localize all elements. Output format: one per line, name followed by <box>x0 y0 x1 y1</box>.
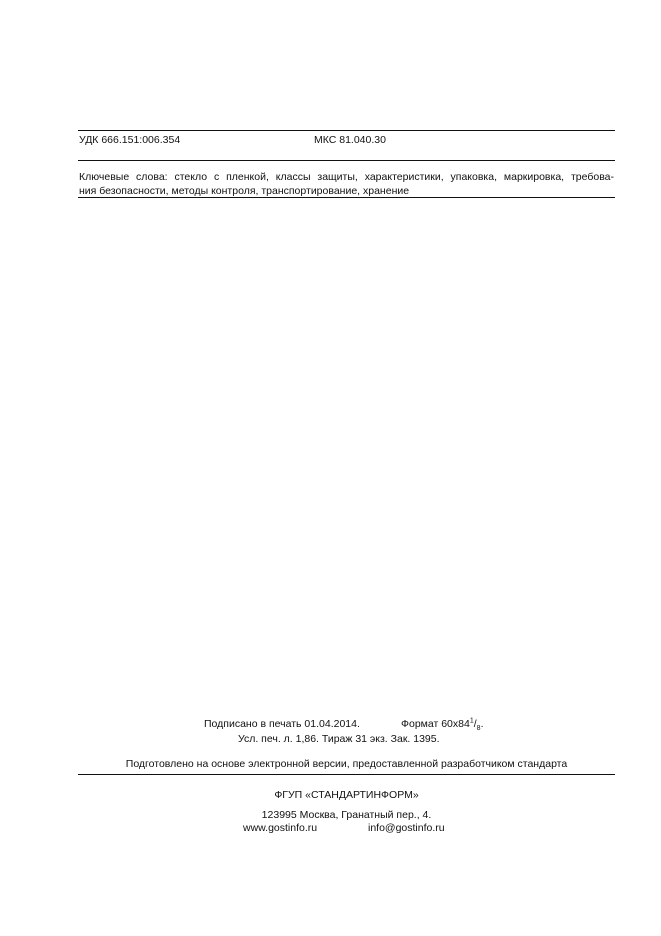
publisher-address: 123995 Москва, Гранатный пер., 4. <box>261 809 432 821</box>
print-info: Усл. печ. л. 1,86. Тираж 31 экз. Зак. 1395. <box>238 733 440 745</box>
format-denominator: 8 <box>476 725 481 733</box>
prepared-note: Подготовлено на основе электронной версии, предоставленной разработчиком стандарта <box>125 758 568 770</box>
format-numerator: 1 <box>469 717 474 725</box>
print-format: Формат $60х84^1/_8$. <box>401 717 484 733</box>
signed-date: Подписано в печать 01.04.2014. <box>204 718 360 730</box>
keywords-line-1: Ключевые слова: стекло с пленкой, классы защиты, характеристики, упаковка, маркировка, требова- <box>79 171 614 183</box>
footer-divider <box>78 774 615 775</box>
publisher-name: ФГУП «СТАНДАРТИНФОРМ» <box>274 789 419 801</box>
mks-code: МКС 81.040.30 <box>314 134 386 146</box>
publisher-email[interactable]: info@gostinfo.ru <box>368 822 445 834</box>
top-divider <box>78 130 615 131</box>
keywords-divider <box>78 197 615 198</box>
publisher-website[interactable]: www.gostinfo.ru <box>243 822 318 834</box>
keywords-line-2: ния безопасности, методы контроля, транспортирование, хранение <box>79 184 410 197</box>
udk-divider <box>78 160 615 161</box>
keywords-block <box>79 171 614 198</box>
format-label: Формат 60х84 <box>401 718 470 730</box>
udk-code: УДК 666.151:006.354 <box>79 134 181 146</box>
format-tail: . <box>480 718 484 730</box>
